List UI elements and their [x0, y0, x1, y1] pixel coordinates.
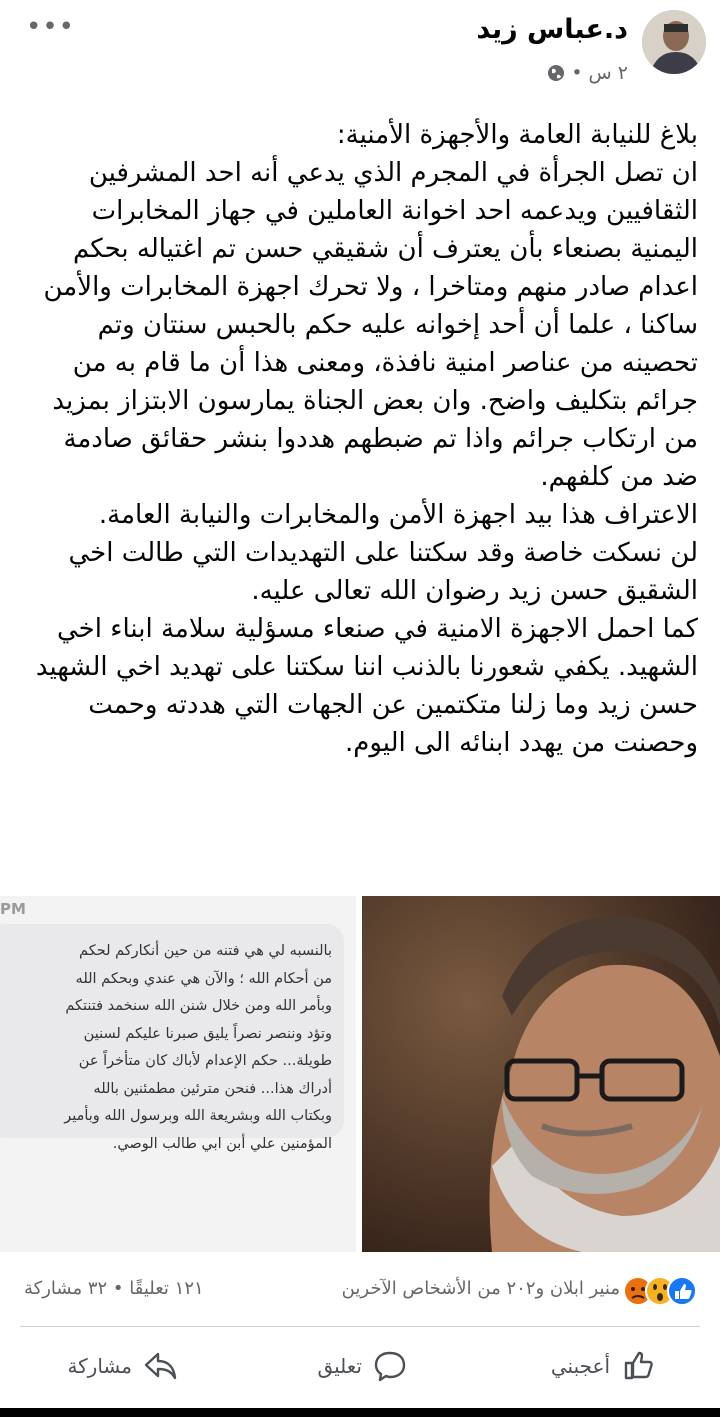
- chat-line: المؤمنين علي أبن ابي طالب الوصي.: [112, 1135, 332, 1152]
- reactions-summary[interactable]: [0, 1270, 720, 1314]
- chat-screenshot-photo[interactable]: [0, 896, 356, 1252]
- engagement-counts[interactable]: [24, 1278, 204, 1299]
- author-avatar[interactable]: [642, 10, 706, 74]
- comments-count[interactable]: ١٢١ تعليقًا: [129, 1278, 204, 1299]
- post-body: [20, 116, 698, 762]
- like-label: أعجبني: [550, 1354, 610, 1378]
- post-paragraph: كما احمل الاجهزة الامنية في صنعاء مسؤلية سلامة ابناء اخي الشهيد. يكفي شعورنا بالذنب اننا سكتنا على تهديد اخي الشهيد حسن زيد وما زلنا متكتمين عن الجهات التي هددته وحمت وحصنت من يهدد ابنائه الى اليوم.: [35, 614, 698, 758]
- post-actions: [0, 1338, 720, 1398]
- reaction-names[interactable]: منير ابلان و٢٠٢ من الأشخاص الآخرين: [341, 1278, 620, 1299]
- post-paragraph: الاعتراف هذا بيد اجهزة الأمن والمخابرات والنيابة العامة.: [98, 500, 698, 530]
- action-divider: [20, 1326, 700, 1327]
- author-name[interactable]: د.عباس زيد: [476, 14, 628, 45]
- chat-line: أدراك هذا... فنحن مترئين مطمئنين بالله: [93, 1080, 332, 1097]
- reaction-icons: [620, 1274, 700, 1308]
- post-paragraph: لن نسكت خاصة وقد سكتنا على التهديدات التي طالت اخي الشقيق حسن زيد رضوان الله تعالى عليه.: [68, 538, 698, 606]
- chat-line: طويلة... حكم الإعدام لأباك كان متأخراً عن: [78, 1053, 332, 1069]
- chat-line: وبأمر الله ومن خلال شنن الله سنخمد فتنتكم: [65, 998, 332, 1014]
- screenshot-time: PM: [0, 900, 26, 918]
- chat-line: من أحكام الله ؛ والآن هي عندي وبحكم الله: [75, 970, 332, 987]
- like-button[interactable]: [551, 1344, 656, 1388]
- counts-separator: •: [112, 1278, 124, 1299]
- share-label: مشاركة: [67, 1354, 132, 1378]
- portrait-image-icon: [362, 896, 720, 1252]
- comment-button[interactable]: [317, 1344, 408, 1388]
- chat-line: وبكتاب الله وبشريعة الله وبرسول الله وبأمير: [64, 1108, 332, 1124]
- share-button[interactable]: [67, 1344, 178, 1388]
- chat-line: وتؤد وننصر نصراً يليق صبرنا عليكم لسنين: [83, 1025, 332, 1042]
- thumbs-up-icon: [620, 1348, 656, 1384]
- post-header: [0, 0, 720, 110]
- more-options-button[interactable]: •••: [26, 12, 76, 42]
- post-paragraph: ان تصل الجرأة في المجرم الذي يدعي أنه احد المشرفين الثقافيين ويدعمه احد اخوانة العاملين في جهاز المخابرات اليمنية بصنعاء بأن يعترف أن شقيقي حسن تم اغتياله بحكم اعدام صادر منهم ومتاخرا ، ولا تحرك اجهزة المخابرات والأمن ساكنا ، علما أن أحد إخوانه عليه حكم بالحبس سنتان وتم تحصينه من عناصر امنية نافذة، ومعنى هذا أن ما قام به من جرائم بتكليف واضح. وان بعض الجناة يمارسون الابتزاز بمزيد من ارتكاب جرائم واذا تم ضبطهم هددوا بنشر حقائق صادمة ضد من كلفهم.: [43, 158, 698, 492]
- chat-bubble-text: [12, 938, 332, 1158]
- shares-count[interactable]: ٣٢ مشاركة: [24, 1278, 108, 1299]
- post-paragraph: بلاغ للنيابة العامة والأجهزة الأمنية:: [336, 120, 698, 150]
- comment-label: تعليق: [317, 1354, 362, 1378]
- comment-bubble-icon: [372, 1348, 408, 1384]
- meta-separator: •: [571, 62, 583, 84]
- chat-bubble: [0, 924, 344, 1152]
- avatar-photo-icon: [642, 10, 706, 74]
- system-bottom-bar: [0, 1408, 720, 1417]
- post-photos: [0, 896, 720, 1252]
- portrait-photo[interactable]: [362, 896, 720, 1252]
- share-arrow-icon: [142, 1348, 178, 1384]
- post-time[interactable]: ٢ س: [588, 62, 628, 84]
- globe-icon: [547, 64, 565, 82]
- post-meta: [547, 62, 628, 84]
- chat-line: بالنسبه لي هي فتنه من حين أنكاركم لحكم: [79, 943, 332, 959]
